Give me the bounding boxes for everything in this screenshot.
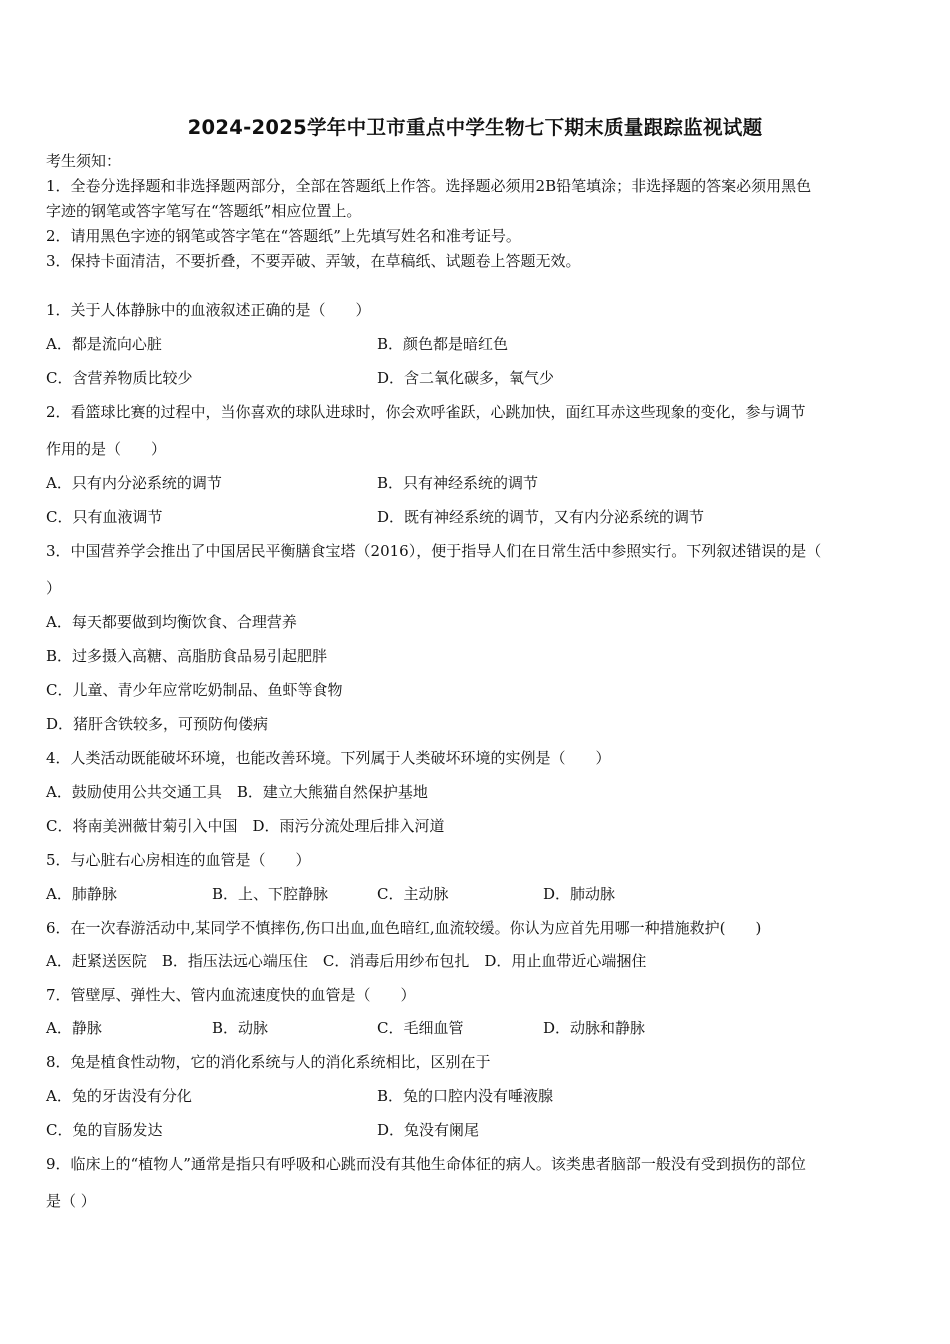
question-6-options: A．赶紧送医院 B．指压法远心端压住 C．消毒后用纱布包扎 D．用止血带近心端捆住 (46, 952, 647, 970)
question-5-option-d: D．肺动脉 (543, 885, 616, 903)
question-2-stem-line-2: 作用的是（ ） (46, 440, 167, 458)
question-1-option-c: C．含营养物质比较少 (46, 369, 193, 387)
question-2-option-c: C．只有血液调节 (46, 508, 163, 526)
question-2-option-a: A．只有内分泌系统的调节 (46, 474, 222, 492)
question-7-option-c: C．毛细血管 (377, 1019, 464, 1037)
question-3-option-d: D．猪肝含铁较多，可预防佝偻病 (46, 715, 269, 733)
question-3-option-b: B．过多摄入高糖、高脂肪食品易引起肥胖 (46, 647, 328, 665)
question-7-option-b: B．动脉 (212, 1019, 269, 1037)
question-4-stem: 4．人类活动既能破坏环境，也能改善环境。下列属于人类破坏环境的实例是（ ） (46, 749, 611, 767)
question-5-option-a: A．肺静脉 (46, 885, 117, 903)
question-7-option-a: A．静脉 (46, 1019, 102, 1037)
notice-item-3: 3．保持卡面清洁，不要折叠，不要弄破、弄皱，在草稿纸、试题卷上答题无效。 (46, 252, 581, 270)
question-8-option-b: B．兔的口腔内没有唾液腺 (377, 1087, 554, 1105)
question-2-stem-line-1: 2．看篮球比赛的过程中，当你喜欢的球队进球时，你会欢呼雀跃，心跳加快，面红耳赤这些现象的变化，参与调节 (46, 403, 806, 421)
question-1-option-a: A．都是流向心脏 (46, 335, 162, 353)
question-2-option-b: B．只有神经系统的调节 (377, 474, 539, 492)
question-8-option-c: C．兔的盲肠发达 (46, 1121, 163, 1139)
question-3-option-c: C．儿童、青少年应常吃奶制品、鱼虾等食物 (46, 681, 343, 699)
question-1-option-d: D．含二氧化碳多，氧气少 (377, 369, 555, 387)
notice-item-1-line-2: 字迹的钢笔或答字笔写在“答题纸”相应位置上。 (46, 202, 362, 220)
question-5-option-c: C．主动脉 (377, 885, 449, 903)
question-6-stem: 6．在一次春游活动中,某同学不慎摔伤,伤口出血,血色暗红,血流较缓。你认为应首先用哪一种措施救护( ) (46, 919, 762, 937)
notice-item-2: 2．请用黑色字迹的钢笔或答字笔在“答题纸”上先填写姓名和准考证号。 (46, 227, 521, 245)
question-8-option-a: A．兔的牙齿没有分化 (46, 1087, 192, 1105)
question-5-stem: 5．与心脏右心房相连的血管是（ ） (46, 851, 311, 869)
notice-item-1-line-1: 1．全卷分选择题和非选择题两部分，全部在答题纸上作答。选择题必须用2B铅笔填涂；非选择题的答案必须用黑色 (46, 177, 812, 195)
question-5-option-b: B．上、下腔静脉 (212, 885, 329, 903)
question-8-stem: 8．兔是植食性动物，它的消化系统与人的消化系统相比，区别在于 (46, 1053, 491, 1071)
question-4-options-cd: C．将南美洲薇甘菊引入中国 D．雨污分流处理后排入河道 (46, 817, 445, 835)
question-3-stem-line-2: ） (46, 579, 62, 597)
question-7-stem: 7．管壁厚、弹性大、管内血流速度快的血管是（ ） (46, 986, 416, 1004)
question-7-option-d: D．动脉和静脉 (543, 1019, 646, 1037)
question-1-stem: 1．关于人体静脉中的血液叙述正确的是（ ） (46, 301, 371, 319)
exam-title: 2024-2025学年中卫市重点中学生物七下期末质量跟踪监视试题 (187, 116, 763, 139)
question-9-stem-line-1: 9．临床上的“植物人”通常是指只有呼吸和心跳而没有其他生命体征的病人。该类患者脑部一般没有受到损伤的部位 (46, 1155, 806, 1173)
question-3-stem-line-1: 3．中国营养学会推出了中国居民平衡膳食宝塔（2016），便于指导人们在日常生活中参照实行。下列叙述错误的是（ (46, 542, 822, 560)
notice-heading: 考生须知： (46, 152, 122, 170)
question-8-option-d: D．兔没有阑尾 (377, 1121, 480, 1139)
question-4-options-ab: A．鼓励使用公共交通工具 B．建立大熊猫自然保护基地 (46, 783, 428, 801)
question-1-option-b: B．颜色都是暗红色 (377, 335, 509, 353)
question-9-stem-line-2: 是（ ） (46, 1192, 96, 1210)
question-3-option-a: A．每天都要做到均衡饮食、合理营养 (46, 613, 297, 631)
question-2-option-d: D．既有神经系统的调节，又有内分泌系统的调节 (377, 508, 705, 526)
